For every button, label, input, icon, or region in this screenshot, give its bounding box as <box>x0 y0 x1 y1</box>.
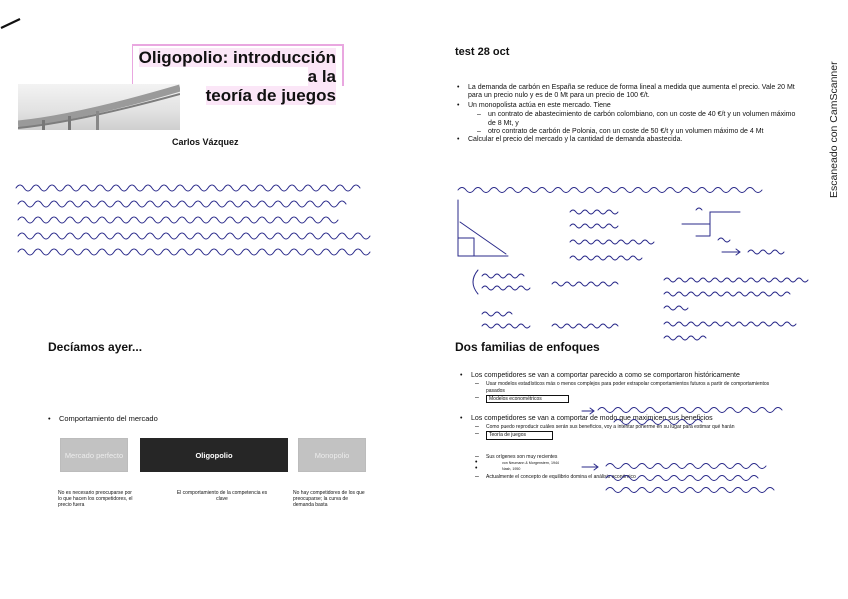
slide4-sub-statistical: – Usar modelos estadísticos más o menos complejos para poder extrapolar comportamientos futuros a partir de comportamientos pasados <box>458 381 788 393</box>
slide4-sub-reproduce: – Como puedo reproducir cuáles serán sus beneficios, voy a intentar ponerme en su lugar para estimar qué harán <box>458 424 788 430</box>
slide1-title-line1: Oligopolio: introducción a la <box>138 48 336 86</box>
slide3-sub-poland: – otro contrato de carbón de Polonia, con un coste de 50 €/t y un volumen máximo de 4 Mt <box>455 128 805 136</box>
caption-mercado-perfecto: No es necesario preocuparse por lo que hacen los competidores, el precio fuera <box>58 490 133 509</box>
handwritten-annotations-slide4 <box>580 400 810 500</box>
slide3-sub-colombia: – un contrato de abastecimiento de carbón colombiano, con un coste de 40 €/t y un volumen máximo de 8 Mt, y <box>455 111 805 128</box>
box-mercado-perfecto: Mercado perfecto <box>60 438 128 472</box>
box-modelos-econometricos: Modelos econométricos <box>486 395 569 403</box>
slide1-title-line2: teoría de juegos <box>205 86 336 105</box>
slide2-bullet: • Comportamiento del mercado <box>48 414 158 423</box>
bridge-image <box>18 84 180 130</box>
slide4-bullet-maximize: • Los competidores se van a comportar de modo que maximicen sus beneficios <box>458 415 788 423</box>
slide3-bullet-monopolist: • Un monopolista actúa en este mercado. Tiene <box>455 102 805 110</box>
slide4-origin-nash: • Nash, 1950 <box>458 467 788 472</box>
slide4-title: Dos familias de enfoques <box>455 340 600 354</box>
slide4-bullet-historical: • Los competidores se van a comportar parecido a como se comportaron históricamente <box>458 372 788 380</box>
slide3-bullet-calculate: • Calcular el precio del mercado y la cantidad de demanda abastecida. <box>455 136 805 144</box>
handwritten-calculations <box>448 182 828 352</box>
corner-mark <box>0 16 22 30</box>
box-teoria-de-juegos: Teoría de juegos <box>486 431 553 439</box>
box-monopolio: Monopolio <box>298 438 366 472</box>
box-oligopolio: Oligopolio <box>140 438 288 472</box>
slide3-bullet-demand: • La demanda de carbón en España se reduce de forma lineal a medida que aumenta el precio. Vale 20 Mt para un precio nulo y es de 0 Mt para un precio de 100 €/t. <box>455 84 805 101</box>
slide4-origin-von-neumann: • von Neumann & Morgenstern, 1944 <box>458 461 788 466</box>
camscanner-watermark: Escaneado con CamScanner <box>828 61 840 198</box>
slide3-title: test 28 oct <box>455 46 510 58</box>
slide2-title: Decíamos ayer... <box>48 340 143 354</box>
caption-monopolio: No hay competidores de los que preocuparse; la curva de demanda basta <box>293 490 365 509</box>
slide3-bullet-list <box>455 84 805 146</box>
caption-oligopolio: El comportamiento de la competencia es clave <box>176 490 268 503</box>
handwritten-note-slide1 <box>14 182 374 262</box>
slide4-sub-origins: – Sus orígenes son muy recientes <box>458 454 788 460</box>
slide1-author: Carlos Vázquez <box>172 137 239 147</box>
slide4-sub-equilibrium: – Actualmente el concepto de equilibrio domina el análisis económico <box>458 474 788 480</box>
slide2-bullet-text: Comportamiento del mercado <box>58 414 158 423</box>
slide1-title <box>132 44 344 105</box>
